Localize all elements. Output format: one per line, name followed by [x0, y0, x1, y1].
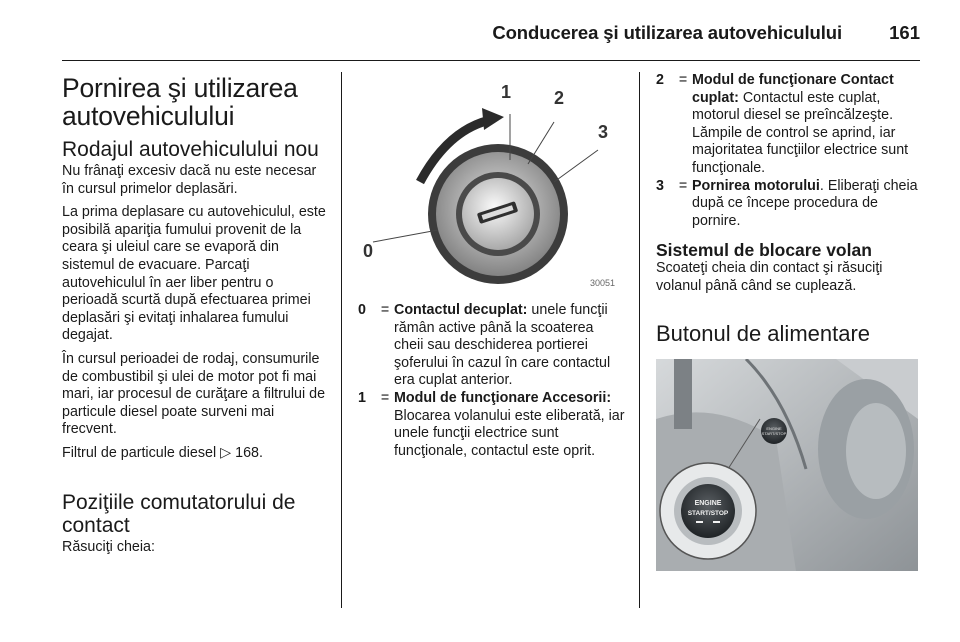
section-heading-steering-lock: Sistemul de blocare volan	[656, 240, 872, 261]
position-item-2	[656, 72, 922, 178]
figure-number: 30051	[590, 278, 616, 288]
small-button-text-2: START/STOP	[761, 430, 787, 436]
position-key: 1	[358, 389, 366, 406]
paragraph-steering-lock: Scoateţi cheia din contact şi răsuciţi volanul până când se cuplează.	[656, 260, 883, 294]
engine-button-text-2: START/STOP	[687, 509, 729, 517]
position-eq: =	[678, 72, 688, 88]
header-rule	[62, 60, 920, 61]
position-term: Modul de funcţionare Contact cuplat:	[692, 72, 894, 106]
chapter-title: Pornirea şi utilizarea autovehiculului	[62, 73, 298, 131]
paragraph-xref	[62, 445, 330, 463]
xref-page[interactable]: 168.	[235, 444, 263, 461]
column-left	[62, 72, 330, 562]
position-label-1: 1	[501, 82, 512, 102]
position-text: Blocarea volanului este eliberată, iar unele funcţii electrice sunt funcţionale, contactul este oprit.	[394, 407, 625, 459]
position-key: 3	[656, 177, 664, 194]
position-list	[358, 302, 626, 460]
xref-text: Filtrul de particule diesel	[62, 444, 217, 461]
column-divider-2	[639, 72, 640, 608]
engine-button-text-1: ENGINE	[694, 499, 722, 507]
paragraph-turn-key: Răsuciţi cheia:	[62, 538, 155, 555]
position-key: 2	[656, 72, 664, 88]
dashboard-illustration	[656, 359, 918, 571]
position-term: Contactul decuplat:	[394, 302, 528, 318]
position-text: . Eliberaţi cheia după ce începe procedura de pornire.	[692, 177, 918, 229]
position-label-2: 2	[554, 88, 565, 108]
small-button-text-1: ENGINE	[766, 425, 782, 431]
position-label-3: 3	[598, 122, 609, 142]
position-eq: =	[380, 389, 390, 406]
position-term: Pornirea motorului	[692, 177, 820, 194]
position-text: Contactul este cuplat, motorul diesel se preîncălzeşte. Lămpile de control se aprind, iar majoritatea funcţiilor electrice sunt funcţionale.	[692, 89, 909, 176]
header-title: Conducerea şi utilizarea autovehiculului	[492, 22, 842, 43]
position-item-3	[656, 178, 922, 231]
position-item-1	[358, 390, 626, 460]
position-list-continued	[656, 72, 922, 230]
indicator-dash-icon	[713, 521, 720, 523]
page-number: 161	[889, 22, 920, 43]
column-middle	[358, 72, 626, 460]
indicator-dash-icon	[696, 521, 703, 523]
paragraph-consumption: În cursul perioadei de rodaj, consumurile de combustibil şi ulei de motor pot fi mai mari, iar procesul de curăţare a filtrului de particule diesel poate surveni mai frecvent.	[62, 350, 326, 438]
section-heading-break-in: Rodajul autovehiculului nou	[62, 138, 319, 161]
position-text: unele funcţii rămân active până la scoaterea cheii sau deschiderea portierei şoferului în cazul în care contactul era cuplat anterior.	[394, 302, 611, 389]
position-term: Modul de funcţionare Accesorii:	[394, 389, 612, 406]
power-button-photo	[656, 359, 918, 571]
column-right	[656, 72, 922, 571]
position-item-0	[358, 302, 626, 390]
ignition-switch-figure	[358, 72, 626, 302]
position-eq: =	[380, 302, 390, 318]
ignition-switch-illustration	[358, 72, 626, 302]
page-ref-icon[interactable]: ▷	[220, 444, 232, 461]
column-divider-1	[341, 72, 342, 608]
paragraph-smoke: La prima deplasare cu autovehiculul, este posibilă apariţia fumului provenit de la ceara şi uleiul care se evaporă din sistemul de evacuare. Parcaţi autovehiculul în aer liber pentru o perioadă scurtă după efectuarea primei deplasări şi evitaţi inhalarea fumului degajat.	[62, 204, 326, 344]
position-label-0: 0	[363, 241, 374, 261]
position-key: 0	[358, 302, 366, 318]
position-eq: =	[678, 177, 688, 194]
section-heading-ignition: Poziţiile comutatorului de contact	[62, 490, 296, 537]
paragraph-braking: Nu frânaţi excesiv dacă nu este necesar în cursul primelor deplasări.	[62, 163, 317, 197]
section-heading-power-button: Butonul de alimentare	[656, 320, 871, 346]
